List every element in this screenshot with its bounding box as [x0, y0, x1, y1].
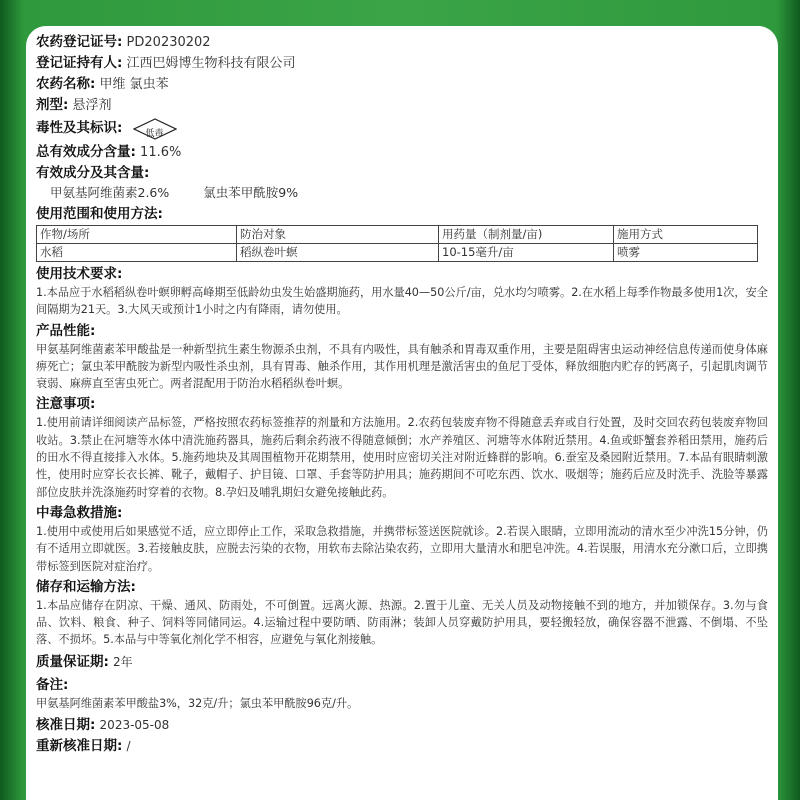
holder-value: 江西巴姆博生物科技有限公司: [126, 56, 296, 71]
registration-value: PD20230202: [126, 35, 211, 50]
registration-label: 农药登记证号:: [36, 34, 123, 50]
reapproval-date-label: 重新核准日期:: [36, 738, 123, 755]
usage-table-row: [37, 244, 758, 262]
pesticide-name-value: 甲维 氯虫苯: [99, 77, 169, 92]
formulation-row: [36, 95, 768, 116]
total-content-label: 总有效成分含量:: [36, 144, 136, 160]
approval-date-row: [36, 715, 768, 736]
low-toxicity-diamond-icon: [133, 118, 177, 140]
approval-date-label: 核准日期:: [36, 717, 96, 734]
holder-row: [36, 53, 768, 74]
total-content-value: 11.6%: [140, 145, 182, 160]
usage-cell-dosage: 10-15毫升/亩: [439, 244, 614, 262]
warranty-row: [36, 652, 768, 673]
ingredient-2: 氯虫苯甲酰胺9%: [203, 185, 299, 200]
warranty-value: 2年: [113, 654, 133, 669]
toxicity-label: 毒性及其标识:: [36, 120, 123, 136]
usage-cell-crop: 水稻: [37, 244, 237, 262]
registration-row: [36, 32, 768, 53]
ingredients-list: [36, 184, 768, 202]
warranty-label: 质量保证期:: [36, 653, 109, 670]
storage-heading: 储存和运输方法:: [36, 578, 136, 595]
tech-requirements-heading: 使用技术要求:: [36, 266, 123, 282]
reapproval-date-row: [36, 736, 768, 757]
usage-header-method: 施用方式: [614, 226, 758, 244]
precautions-text: 1.使用前请详细阅读产品标签，严格按照农药标签推荐的剂量和方法施用。2.农药包装废弃物不得随意丢弃或自行处置，及时交回农药包装废弃物回收站。3.禁止在河塘等水体中清洗施药器具，施药后剩余药液不得随意倾倒；水产养殖区、河塘等水体附近禁用。4.鱼或虾蟹套养稻田禁用，施药后的田水不得直接排入水体。5.施药地块及其周围植物开花期禁用，使用时应密切关注对附近蜂群的影响。6.蚕室及桑园附近禁用。7.本品有眼睛刺激性，使用时应穿长衣长裤、靴子，戴帽子、护目镜、口罩、手套等防护用具；施药期间不可吃东西、饮水、吸烟等；施药后应及时洗手、洗脸等暴露部位皮肤并洗涤施药时穿着的衣物。8.孕妇及哺乳期妇女避免接触此药。: [36, 416, 768, 499]
label-sheet: [26, 26, 778, 800]
usage-scope-heading: 使用范围和使用方法:: [36, 206, 163, 222]
toxicity-row: [36, 116, 768, 140]
usage-header-crop: 作物/场所: [37, 226, 237, 244]
first-aid-heading: 中毒急救措施:: [36, 504, 123, 521]
reapproval-date-value: /: [126, 739, 131, 754]
product-performance-text: 甲氨基阿维菌素苯甲酸盐是一种新型抗生素生物源杀虫剂，不具有内吸性，具有触杀和胃毒双重作用，主要是阻碍害虫运动神经信息传递而使身体麻痹死亡；氯虫苯甲酰胺为新型内吸性杀虫剂，具有胃毒、触杀作用，其作用机理是激活害虫的鱼尼丁受体，释放细胞内贮存的钙离子，引起肌肉调节衰弱、麻痹直至害虫死亡。两者混配用于防治水稻稻纵卷叶螟。: [36, 342, 768, 391]
remarks-heading: 备注:: [36, 676, 69, 693]
approval-date-value: 2023-05-08: [99, 718, 170, 733]
remarks-text: 甲氨基阿维菌素苯甲酸盐3%，32克/升；氯虫苯甲酰胺96克/升。: [36, 696, 359, 710]
pesticide-name-row: [36, 74, 768, 95]
precautions-heading: 注意事项:: [36, 396, 96, 413]
formulation-label: 剂型:: [36, 97, 69, 113]
usage-cell-method: 喷雾: [614, 244, 758, 262]
ingredients-label: 有效成分及其含量:: [36, 165, 150, 181]
first-aid-text: 1.使用中或使用后如果感觉不适，应立即停止工作，采取急救措施，并携带标签送医院就诊。2.若误入眼睛，立即用流动的清水至少冲洗15分钟，仍有不适用立即就医。3.若接触皮肤，应脱去污染的衣物，用软布去除沾染农药，立即用大量清水和肥皂冲洗。4.若误服，用清水充分漱口后，立即携带标签到医院对症治疗。: [36, 524, 768, 573]
pesticide-name-label: 农药名称:: [36, 76, 96, 92]
formulation-value: 悬浮剂: [72, 98, 112, 113]
usage-table-header: [37, 226, 758, 244]
holder-label: 登记证持有人:: [36, 55, 123, 71]
ingredient-1: 甲氨基阿维菌素2.6%: [50, 185, 170, 200]
usage-header-target: 防治对象: [237, 226, 439, 244]
ingredients-row: [36, 163, 768, 184]
usage-table: [36, 225, 758, 262]
product-performance-heading: 产品性能:: [36, 322, 96, 339]
usage-header-dosage: 用药量（制剂量/亩): [439, 226, 614, 244]
storage-text: 1.本品应储存在阴凉、干燥、通风、防雨处，不可倒置。远离火源、热源。2.置于儿童、无关人员及动物接触不到的地方，并加锁保存。3.勿与食品、饮料、粮食、种子、饲料等同储同运。4.运输过程中要防晒、防雨淋；装卸人员穿戴防护用具，要轻搬轻放，确保容器不泄露、不倒塌、不坠落、不损坏。5.本品与中等氧化剂化学不相容，应避免与氧化剂接触。: [36, 598, 768, 647]
tech-requirements-text: 1.本品应于水稻稻纵卷叶螟卵孵高峰期至低龄幼虫发生始盛期施药，用水量40—50公斤/亩，兑水均匀喷雾。2.在水稻上每季作物最多使用1次，安全间隔期为21天。3.大风天或预计1小时之内有降雨，请勿使用。: [36, 286, 768, 317]
toxicity-badge-text: 低毒: [145, 128, 164, 139]
usage-cell-target: 稻纵卷叶螟: [237, 244, 439, 262]
